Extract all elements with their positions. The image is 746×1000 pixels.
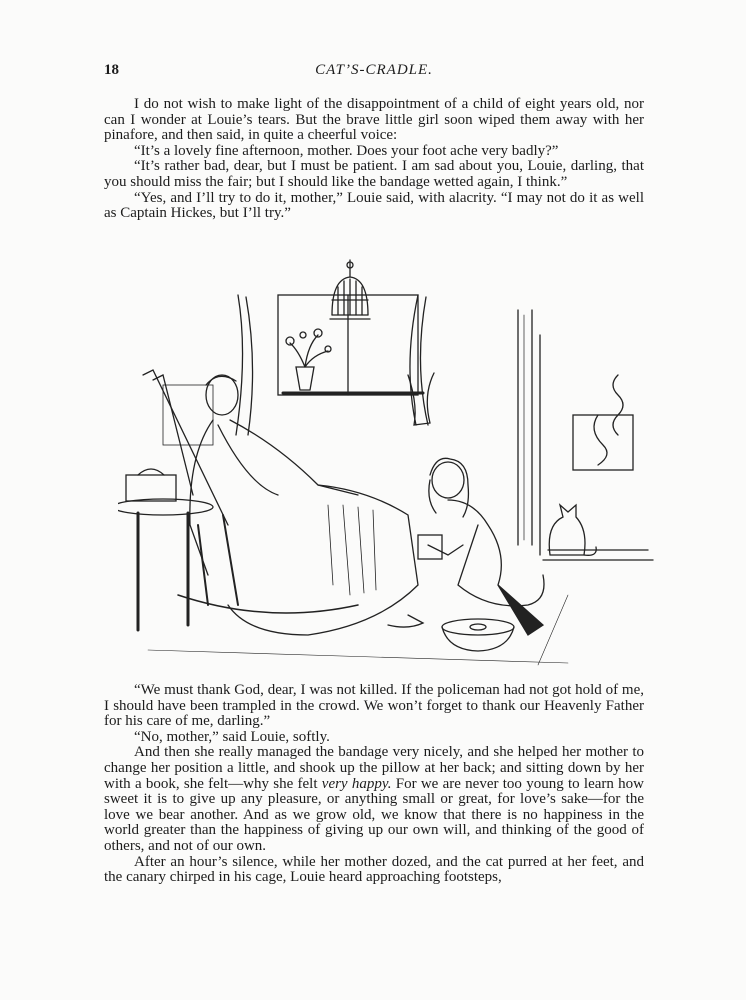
page-number: 18 — [104, 62, 119, 78]
page-header — [104, 62, 644, 82]
window-drawing — [236, 295, 434, 435]
girl-figure-drawing — [418, 458, 544, 635]
plant-pot-drawing — [286, 329, 331, 390]
birdcage-drawing — [330, 260, 370, 319]
rocking-chair-drawing — [143, 370, 358, 613]
illustration-mother-and-daughter — [118, 255, 658, 675]
paragraph: “It’s a lovely fine afternoon, mother. Does your foot ache very badly?” — [134, 142, 559, 159]
top-text-block — [104, 97, 644, 222]
emphasized-text: very happy. — [321, 775, 392, 792]
bottom-text-block — [104, 683, 644, 886]
paragraph: After an hour’s silence, while her mother dozed, and the cat purred at her feet, and the canary chirped in his cage, Louie heard approaching footsteps, — [104, 853, 644, 886]
mother-figure-drawing — [190, 375, 423, 635]
cat-drawing — [549, 505, 596, 555]
paragraph: I do not wish to make light of the disappointment of a child of eight years old, nor can I wonder at Louie’s tears. But the brave little girl soon wiped them away with her pinafore, and then said, in quite a cheerful voice: — [104, 96, 644, 144]
paragraph-text: And then she really managed the bandage very nicely, and she helped her mother to change her position a little, and shook up the pillow at her back; and sitting down by her with a book, she felt—why she felt — [104, 744, 644, 792]
running-title: CAT’S-CRADLE. — [315, 62, 433, 78]
paragraph: “No, mother,” said Louie, softly. — [134, 728, 330, 745]
paragraph: “We must thank God, dear, I was not killed. If the policeman had not got hold of me, I should have been trampled in the crowd. We won’t forget to thank our Heavenly Father for his care of me, darling.” — [104, 682, 644, 730]
paragraph: “It’s rather bad, dear, but I must be patient. I am sad about you, Louie, darling, that you should miss the fair; but I should like the bandage wetted again, I think.” — [104, 158, 644, 190]
paragraph — [104, 745, 644, 854]
fireplace-drawing — [543, 375, 653, 560]
door-post-drawing — [518, 310, 540, 555]
paragraph-text: For we are never too young to learn how sweet it is to give up any pleasure, or anything small or great, for love’s sake—for the love we bear another. And as we grow old, we know that there is no happiness in the world greater than the happiness of giving up our own will, and thinking of the good of others, and not of our own. — [104, 775, 644, 854]
basin-drawing — [442, 619, 514, 651]
paragraph: “Yes, and I’ll try to do it, mother,” Louie said, with alacrity. “I may not do it as well as Captain Hickes, but I’ll try.” — [104, 189, 644, 222]
